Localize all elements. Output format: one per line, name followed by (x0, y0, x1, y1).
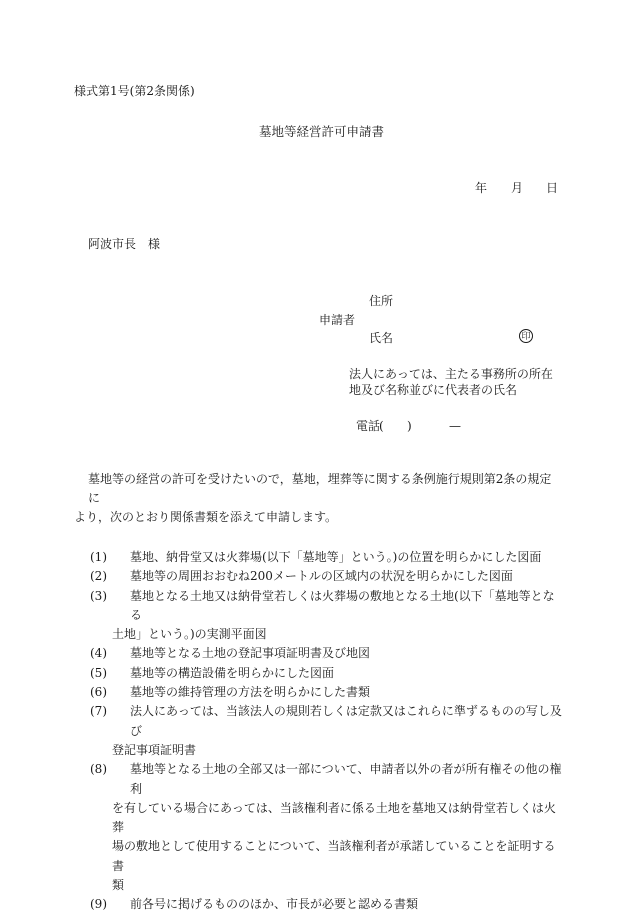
attachment-item (74, 683, 564, 702)
attachment-text-cont: 場の敷地として使用することについて、当該権利者が承諾していることを証明する書 (112, 839, 556, 873)
address-label: 住所 (369, 294, 394, 308)
attachment-text: 墓地、納骨堂又は火葬場(以下「墓地等」という。)の位置を明らかにした図面 (130, 550, 542, 564)
attachment-number: (5) (90, 665, 107, 680)
statement-line1: 墓地等の経営の許可を受けたいので，墓地，埋葬等に関する条例施行規則第2条の規定に (88, 472, 552, 505)
attachment-item (74, 548, 564, 567)
attachment-text: 墓地等となる土地の全部又は一部について、申請者以外の者が所有権その他の権利 (130, 762, 562, 796)
attachment-text: 前各号に掲げるもののほか、市長が必要と認める書類 (130, 897, 419, 912)
statement-line2: より，次のとおり関係書類を添えて申請します。 (74, 510, 338, 524)
application-statement (74, 470, 556, 527)
attachment-text: 墓地等の構造設備を明らかにした図面 (130, 665, 335, 680)
attachment-item (74, 567, 564, 586)
corporation-note-line2: 地及び名称並びに代表者の氏名 (349, 383, 518, 397)
attachment-text-cont: 類 (112, 878, 125, 893)
phone-close-paren: ) (407, 419, 412, 433)
attachment-text: 墓地となる土地又は納骨堂若しくは火葬場の敷地となる土地(以下「墓地等となる (130, 588, 555, 622)
attachments-list (74, 548, 564, 915)
form-number: 様式第1号(第2条関係) (74, 84, 195, 98)
attachment-number: (1) (90, 550, 107, 564)
attachment-text-cont: 土地」という。)の実測平面図 (112, 627, 267, 642)
attachment-item (74, 702, 564, 760)
addressee: 阿波市長 様 (88, 237, 161, 251)
attachment-number: (6) (90, 685, 107, 700)
attachment-item (74, 587, 564, 645)
attachment-number: (8) (90, 762, 107, 777)
attachment-item (74, 760, 564, 895)
phone-dash: — (449, 419, 461, 433)
name-label: 氏名 (369, 331, 394, 345)
attachment-number: (7) (90, 704, 107, 719)
applicant-label: 申請者 (319, 313, 356, 327)
seal-mark: 印 (519, 329, 533, 343)
attachment-number: (9) (90, 897, 107, 912)
attachment-text-cont: 登記事項証明書 (112, 742, 197, 757)
attachment-item (74, 644, 564, 663)
date-day-label: 日 (546, 181, 559, 195)
attachment-text: 墓地等の周囲おおむね200メートルの区域内の状況を明らかにした図面 (130, 569, 513, 584)
attachment-text: 法人にあっては、当該法人の規則若しくは定款又はこれらに準ずるものの写し及び (130, 704, 562, 738)
attachment-number: (2) (90, 569, 107, 584)
attachment-number: (4) (90, 646, 107, 661)
date-month-label: 月 (511, 181, 524, 195)
attachment-text: 墓地等となる土地の登記事項証明書及び地図 (130, 646, 371, 661)
phone-label: 電話 (356, 419, 381, 433)
corporation-note-line1: 法人にあっては、主たる事務所の所在 (349, 367, 553, 381)
attachment-text-cont: を有している場合にあっては、当該権利者に係る土地を墓地又は納骨堂若しくは火葬 (112, 800, 556, 835)
phone-open-paren: ( (379, 419, 384, 433)
document-title: 墓地等経営許可申請書 (259, 124, 385, 139)
attachment-text: 墓地等の維持管理の方法を明らかにした書類 (130, 685, 371, 700)
date-year-label: 年 (475, 181, 488, 195)
attachment-item (74, 664, 564, 683)
attachment-number: (3) (90, 588, 107, 603)
attachment-item (74, 895, 564, 914)
